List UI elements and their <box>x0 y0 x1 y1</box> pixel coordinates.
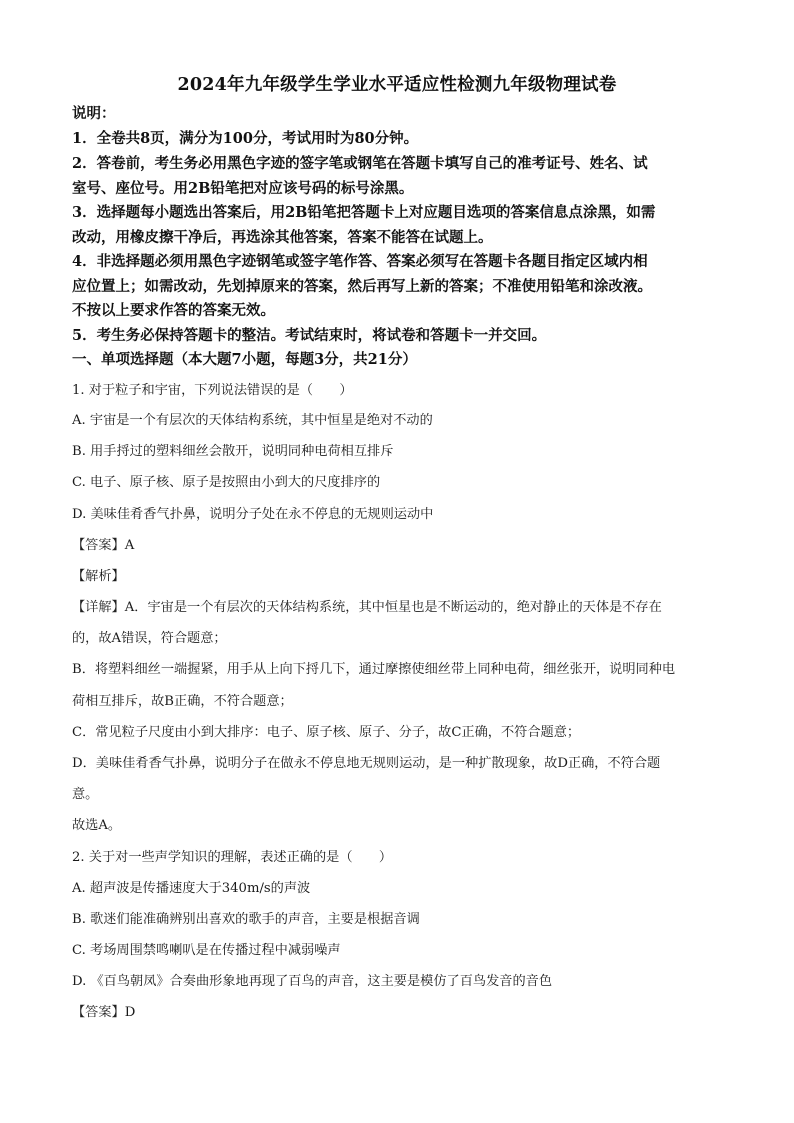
answer-tag: 【答案】 <box>72 1005 125 1020</box>
option-d: D. 美味佳肴香气扑鼻，说明分子处在永不停息的无规则运动中 <box>72 507 434 522</box>
answer-tag: 【答案】 <box>72 538 125 553</box>
detail-conclusion: 故选A。 <box>72 818 122 833</box>
detail-tag: 【详解】 <box>72 600 125 615</box>
option-c: C. 考场周围禁鸣喇叭是在传播过程中减弱噪声 <box>72 943 341 958</box>
answer-line <box>72 536 134 556</box>
option-c: C. 电子、原子核、原子是按照由小到大的尺度排序的 <box>72 475 381 490</box>
answer-value: A <box>124 538 135 553</box>
option-b: B. 歌迷们能准确辨别出喜欢的歌手的声音，主要是根据音调 <box>72 912 420 927</box>
detail-text: A．宇宙是一个有层次的天体结构系统，其中恒星也是不断运动的，绝对静止的天体是不存在 <box>124 600 662 615</box>
option-a: A. 宇宙是一个有层次的天体结构系统，其中恒星是绝对不动的 <box>72 413 433 428</box>
analysis-tag: 【解析】 <box>72 569 125 584</box>
instruction-line: 室号、座位号。用2B铅笔把对应该号码的标号涂黑。 <box>72 180 414 197</box>
instruction-line: 3．选择题每小题选出答案后，用2B铅笔把答题卡上对应题目选项的答案信息点涂黑，如需 <box>72 204 656 221</box>
answer-line <box>72 1003 135 1023</box>
question-stem: 1. 对于粒子和宇宙，下列说法错误的是（ ） <box>72 383 353 398</box>
instruction-line: 不按以上要求作答的答案无效。 <box>72 302 275 319</box>
option-b: B. 用手捋过的塑料细丝会散开，说明同种电荷相互排斥 <box>72 444 394 459</box>
question-stem: 2. 关于对一些声学知识的理解，表述正确的是（ ） <box>72 850 393 865</box>
detail-line: 荷相互排斥，故B正确，不符合题意； <box>72 694 293 709</box>
detail-line: B．将塑料细丝一端握紧，用手从上向下捋几下，通过摩擦使细丝带上同种电荷，细丝张开，说明同种电 <box>72 662 676 677</box>
answer-value: D <box>124 1005 136 1020</box>
instruction-line: 5．考生务必保持答题卡的整洁。考试结束时，将试卷和答题卡一并交回。 <box>72 327 547 344</box>
section-heading: 一、单项选择题（本大题7小题，每题3分，共21分） <box>72 351 417 368</box>
instruction-line: 改动，用橡皮擦干净后，再选涂其他答案，答案不能答在试题上。 <box>72 229 493 246</box>
instruction-line: 1．全卷共8页，满分为100分，考试用时为80分钟。 <box>72 130 419 147</box>
option-a: A. 超声波是传播速度大于340m/s的声波 <box>72 881 311 896</box>
detail-line <box>72 598 662 618</box>
instruction-line: 2．答卷前，考生务必用黑色字迹的签字笔或钢笔在答题卡填写自己的准考证号、姓名、试 <box>72 155 648 172</box>
instructions-heading: 说明： <box>72 105 116 122</box>
page-title: 2024年九年级学生学业水平适应性检测九年级物理试卷 <box>177 75 617 95</box>
detail-line: 意。 <box>72 787 99 802</box>
option-d: D. 《百鸟朝凤》合奏曲形象地再现了百鸟的声音，这主要是模仿了百鸟发音的音色 <box>72 974 553 989</box>
instruction-line: 4．非选择题必须用黑色字迹钢笔或签字笔作答、答案必须写在答题卡各题目指定区域内相 <box>72 253 648 270</box>
detail-line: 的，故A错误，符合题意； <box>72 631 227 646</box>
detail-line: C．常见粒子尺度由小到大排序：电子、原子核、原子、分子，故C正确，不符合题意； <box>72 725 581 740</box>
detail-line: D．美味佳肴香气扑鼻，说明分子在做永不停息地无规则运动，是一种扩散现象，故D正确，不符合题 <box>72 756 661 771</box>
instruction-line: 应位置上；如需改动，先划掉原来的答案，然后再写上新的答案；不准使用铅笔和涂改液。 <box>72 278 652 295</box>
